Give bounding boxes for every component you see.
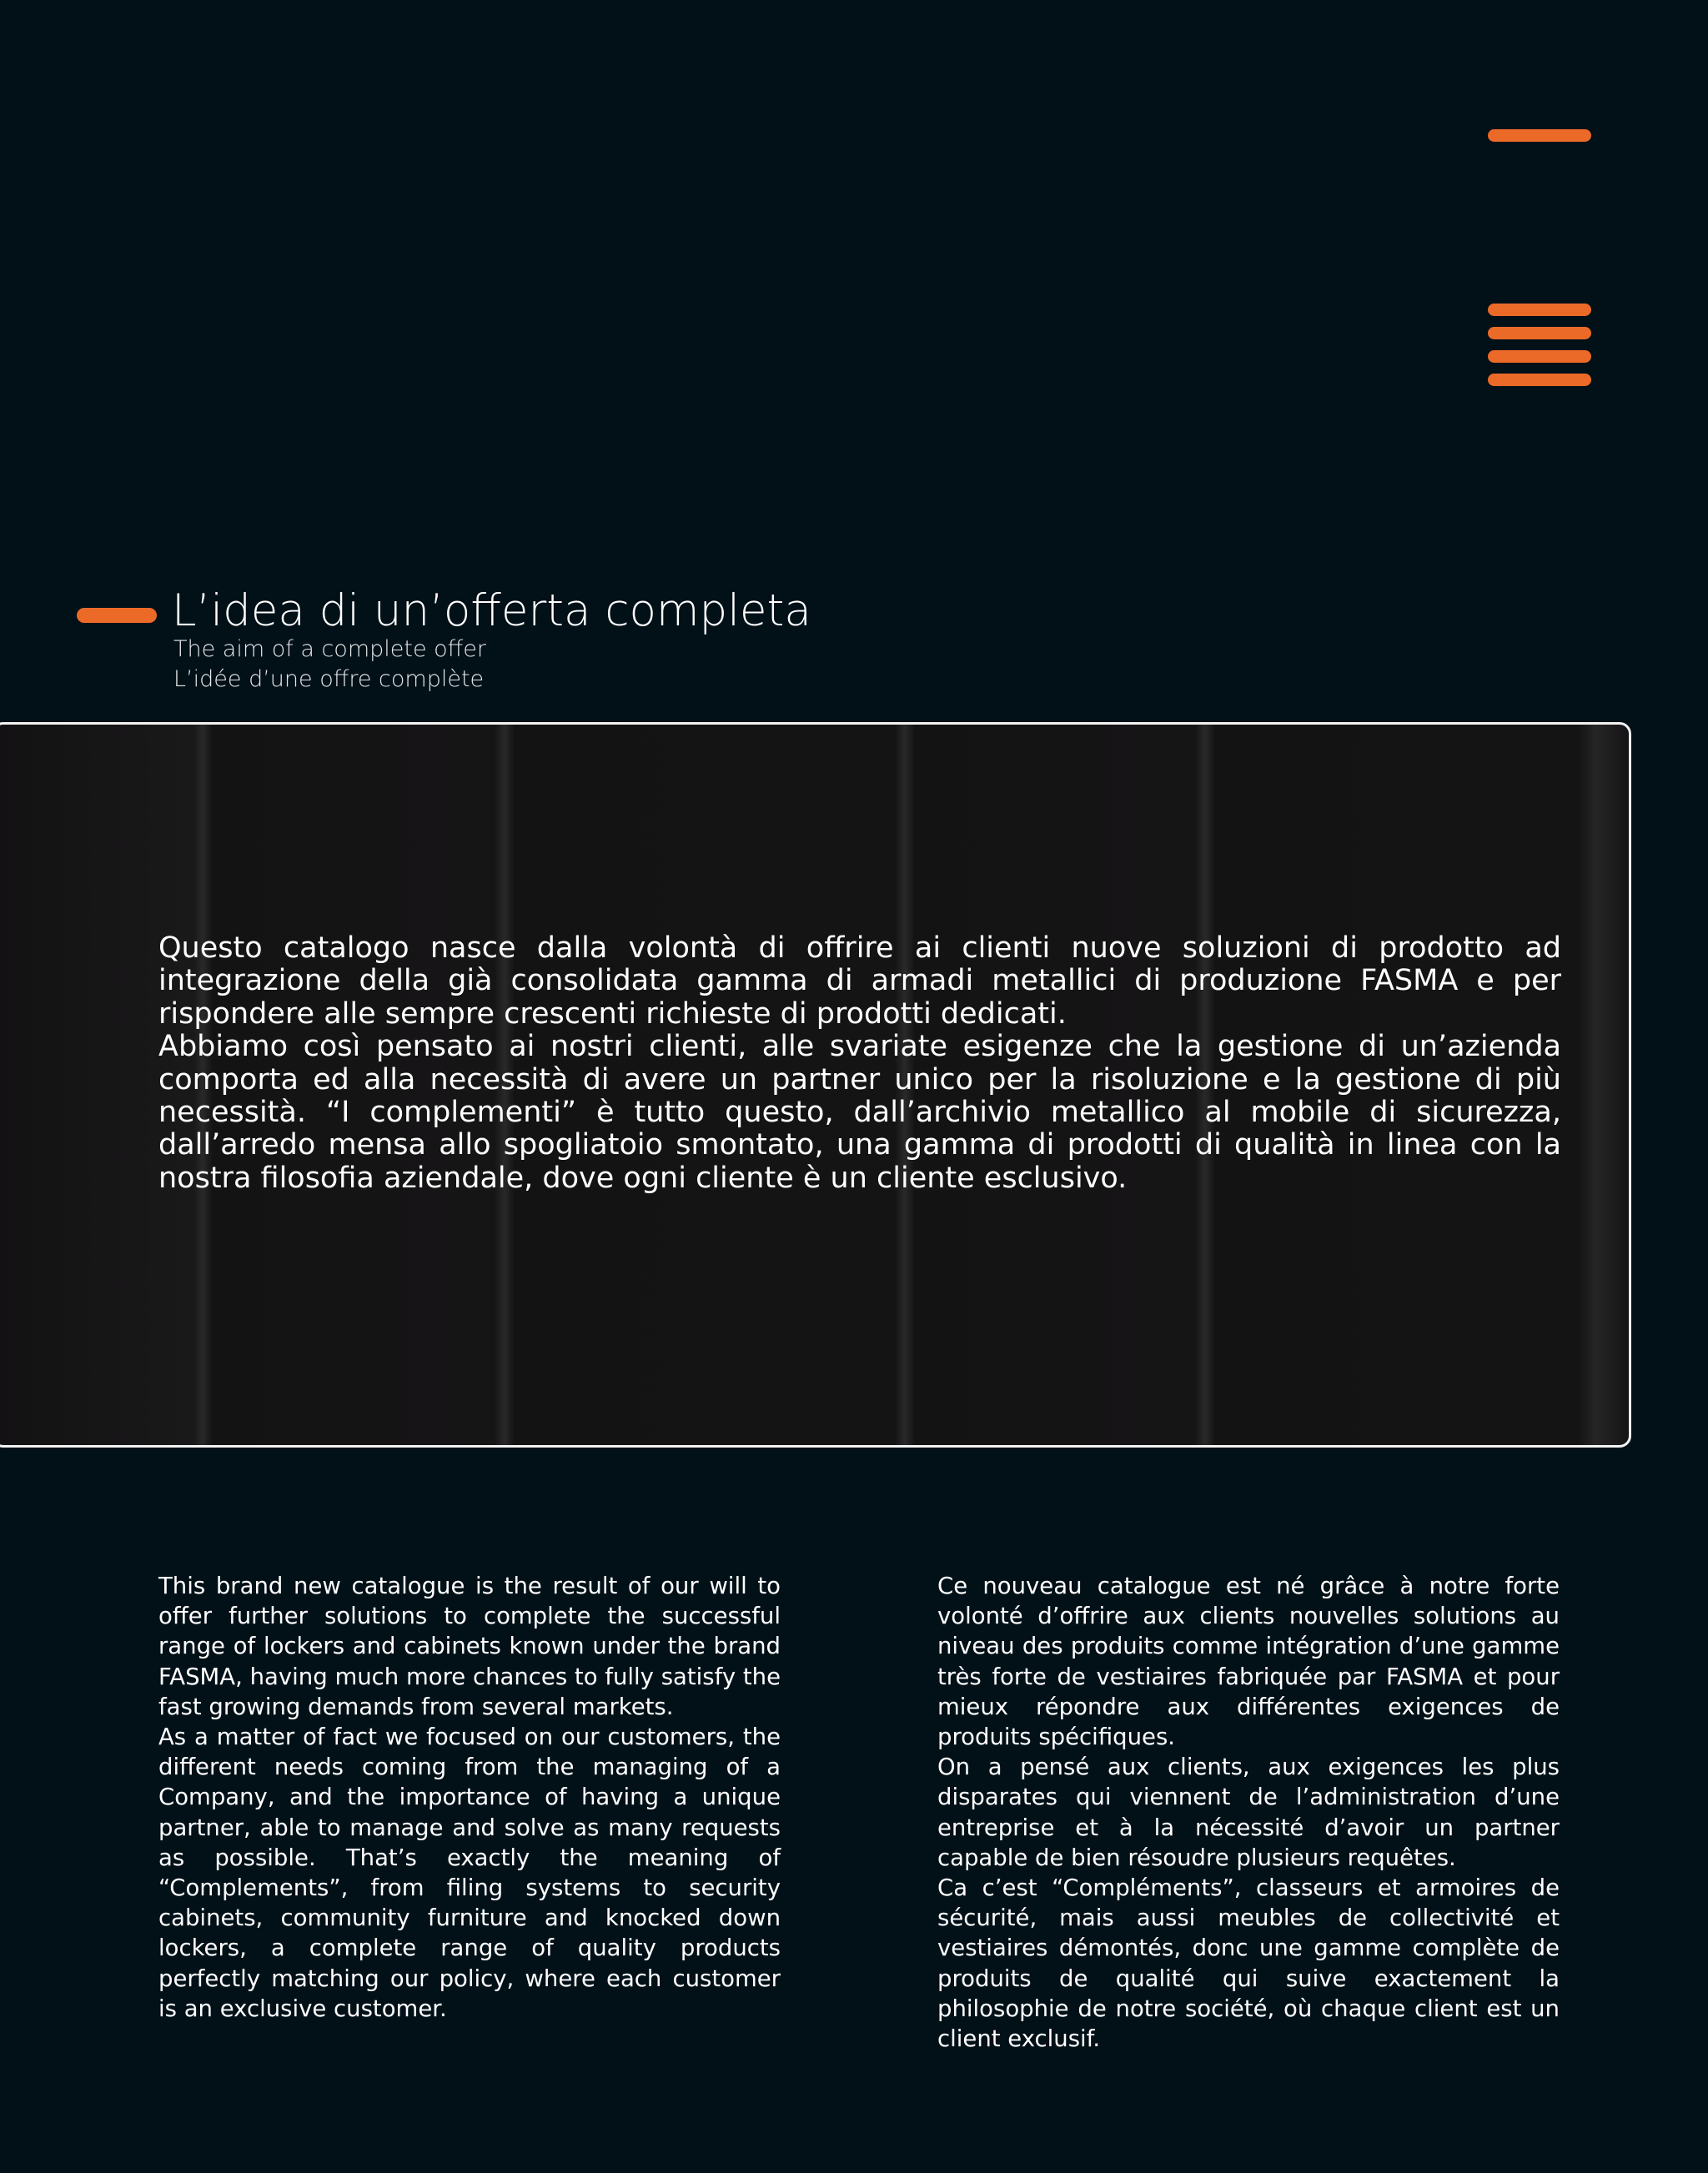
hamburger-menu-icon[interactable] xyxy=(1488,304,1591,385)
menu-line xyxy=(1488,304,1591,316)
menu-line xyxy=(1488,327,1591,339)
body-column-en xyxy=(158,1571,781,2024)
body-paragraph: On a pensé aux clients, aux exigences les plus disparates qui viennent de l’administration d’une entreprise et à la nécessité d’avoir un partner capable de bien résoudre plusieurs requêtes. xyxy=(937,1754,1560,1871)
intro-paragraph: Abbiamo così pensato ai nostri clienti, alle svariate esigenze che la gestione di un’azienda comporta ed alla necessità di avere un partner unico per la risoluzione e la gestione di più necessità. “I complementi” è tutto questo, dall’archivio metallico al mobile di sicurezza, dall’arredo mensa allo spogliatoio smontato, una gamma di prodotti di qualità in linea con la nostra filosofia aziendale, dove ogni cliente è un cliente esclusivo. xyxy=(158,1030,1561,1195)
intro-text-it xyxy=(158,932,1561,1195)
body-paragraph: As a matter of fact we focused on our customers, the different needs coming from the managing of a Company, and the importance of having a unique partner, able to manage and solve as many requests as possible. That’s exactly the meaning of “Complements”, from filing systems to security cabinets, community furniture and knocked down lockers, a complete range of quality products perfectly matching our policy, where each customer is an exclusive customer. xyxy=(158,1724,781,2022)
orange-dash-icon xyxy=(1488,129,1591,142)
body-paragraph: Ca c’est “Compléments”, classeurs et armoires de sécurité, mais aussi meubles de collectivité et vestiaires démontés, donc une gamme complète de produits de qualité qui suive exactement la philosophie de notre société, où chaque client est un client exclusif. xyxy=(937,1874,1560,2053)
menu-line xyxy=(1488,350,1591,363)
title-dash-icon xyxy=(77,608,157,623)
menu-line xyxy=(1488,374,1591,386)
page-title: L’idea di un’offerta completa xyxy=(172,585,811,636)
body-paragraph: This brand new catalogue is the result of our will to offer further solutions to complete the successful range of lockers and cabinets known under the brand FASMA, having much more chances to fully satisfy the fast growing demands from several markets. xyxy=(158,1573,781,1720)
subtitle-en: The aim of a complete offer xyxy=(173,636,486,662)
intro-paragraph: Questo catalogo nasce dalla volontà di offrire ai clienti nuove soluzioni di prodotto ad integrazione della già consolidata gamma di armadi metallici di produzione FASMA e per rispondere alle sempre crescenti richieste di prodotti dedicati. xyxy=(158,931,1561,1031)
subtitle-fr: L’idée d’une offre complète xyxy=(173,666,485,692)
body-column-fr xyxy=(937,1571,1560,2054)
body-paragraph: Ce nouveau catalogue est né grâce à notre forte volonté d’offrire aux clients nouvelles solutions au niveau des produits comme intégration d’une gamme très forte de vestiaires fabriquée par FASMA et pour mieux répondre aux différentes exigences de produits spécifiques. xyxy=(937,1573,1560,1751)
